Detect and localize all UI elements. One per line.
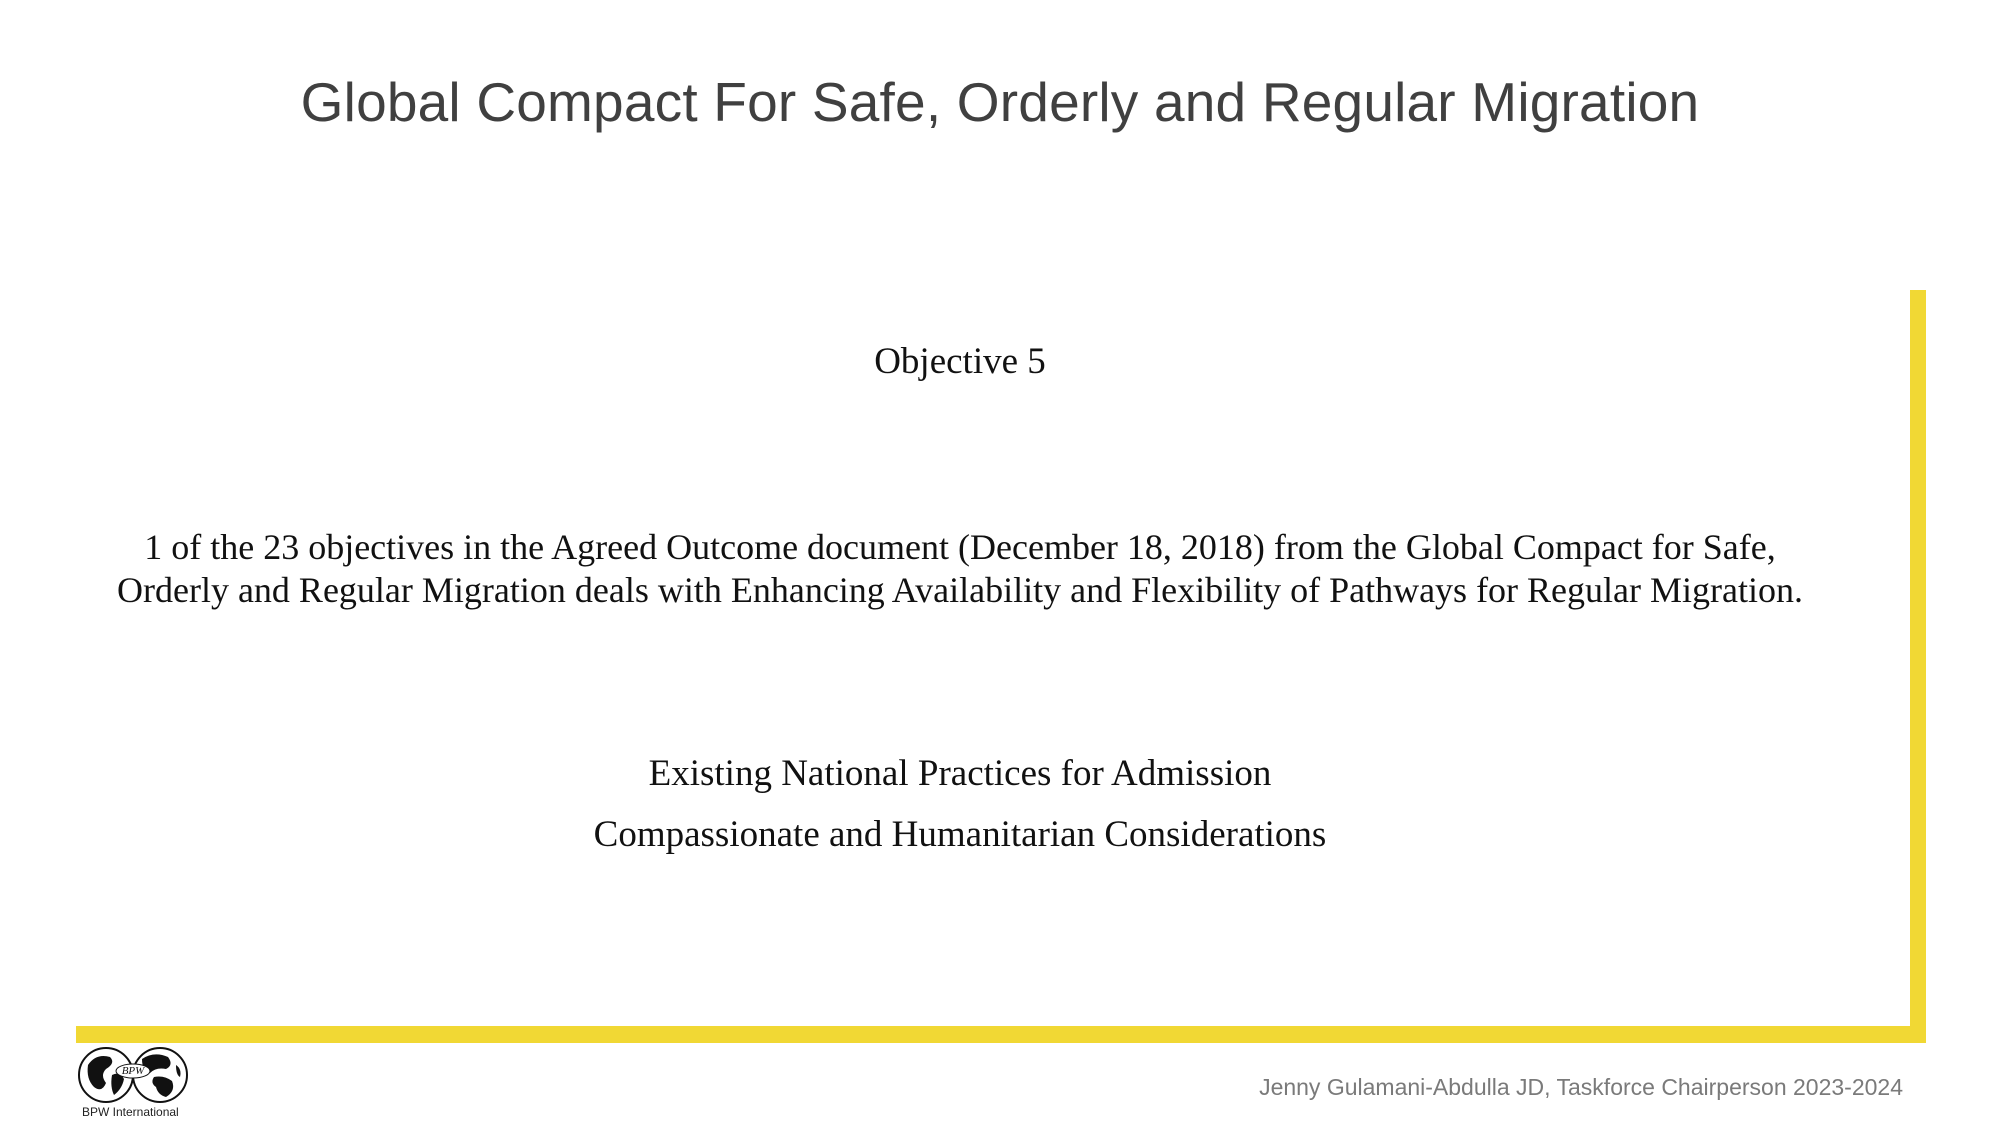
presenter-credit: Jenny Gulamani-Abdulla JD, Taskforce Chairperson 2023-2024 <box>1259 1074 1903 1100</box>
bpw-logo <box>76 1045 196 1121</box>
slide-title: Global Compact For Safe, Orderly and Regular Migration <box>300 71 1700 133</box>
description-line: Orderly and Regular Migration deals with Enhancing Availability and Flexibility of Pathways for Regular Migration. <box>117 570 1803 610</box>
logo-monogram: BPW <box>121 1065 145 1077</box>
logo-caption: BPW International <box>82 1105 179 1119</box>
objective-description <box>0 526 1920 612</box>
objective-heading: Objective 5 <box>874 341 1046 382</box>
description-line: 1 of the 23 objectives in the Agreed Outcome document (December 18, 2018) from the Global Compact for Safe, <box>144 527 1776 567</box>
accent-frame-right <box>1910 290 1926 1032</box>
practice-item: Existing National Practices for Admission <box>648 753 1272 794</box>
practice-item: Compassionate and Humanitarian Considerations <box>593 814 1327 855</box>
accent-frame-bottom <box>76 1026 1926 1043</box>
